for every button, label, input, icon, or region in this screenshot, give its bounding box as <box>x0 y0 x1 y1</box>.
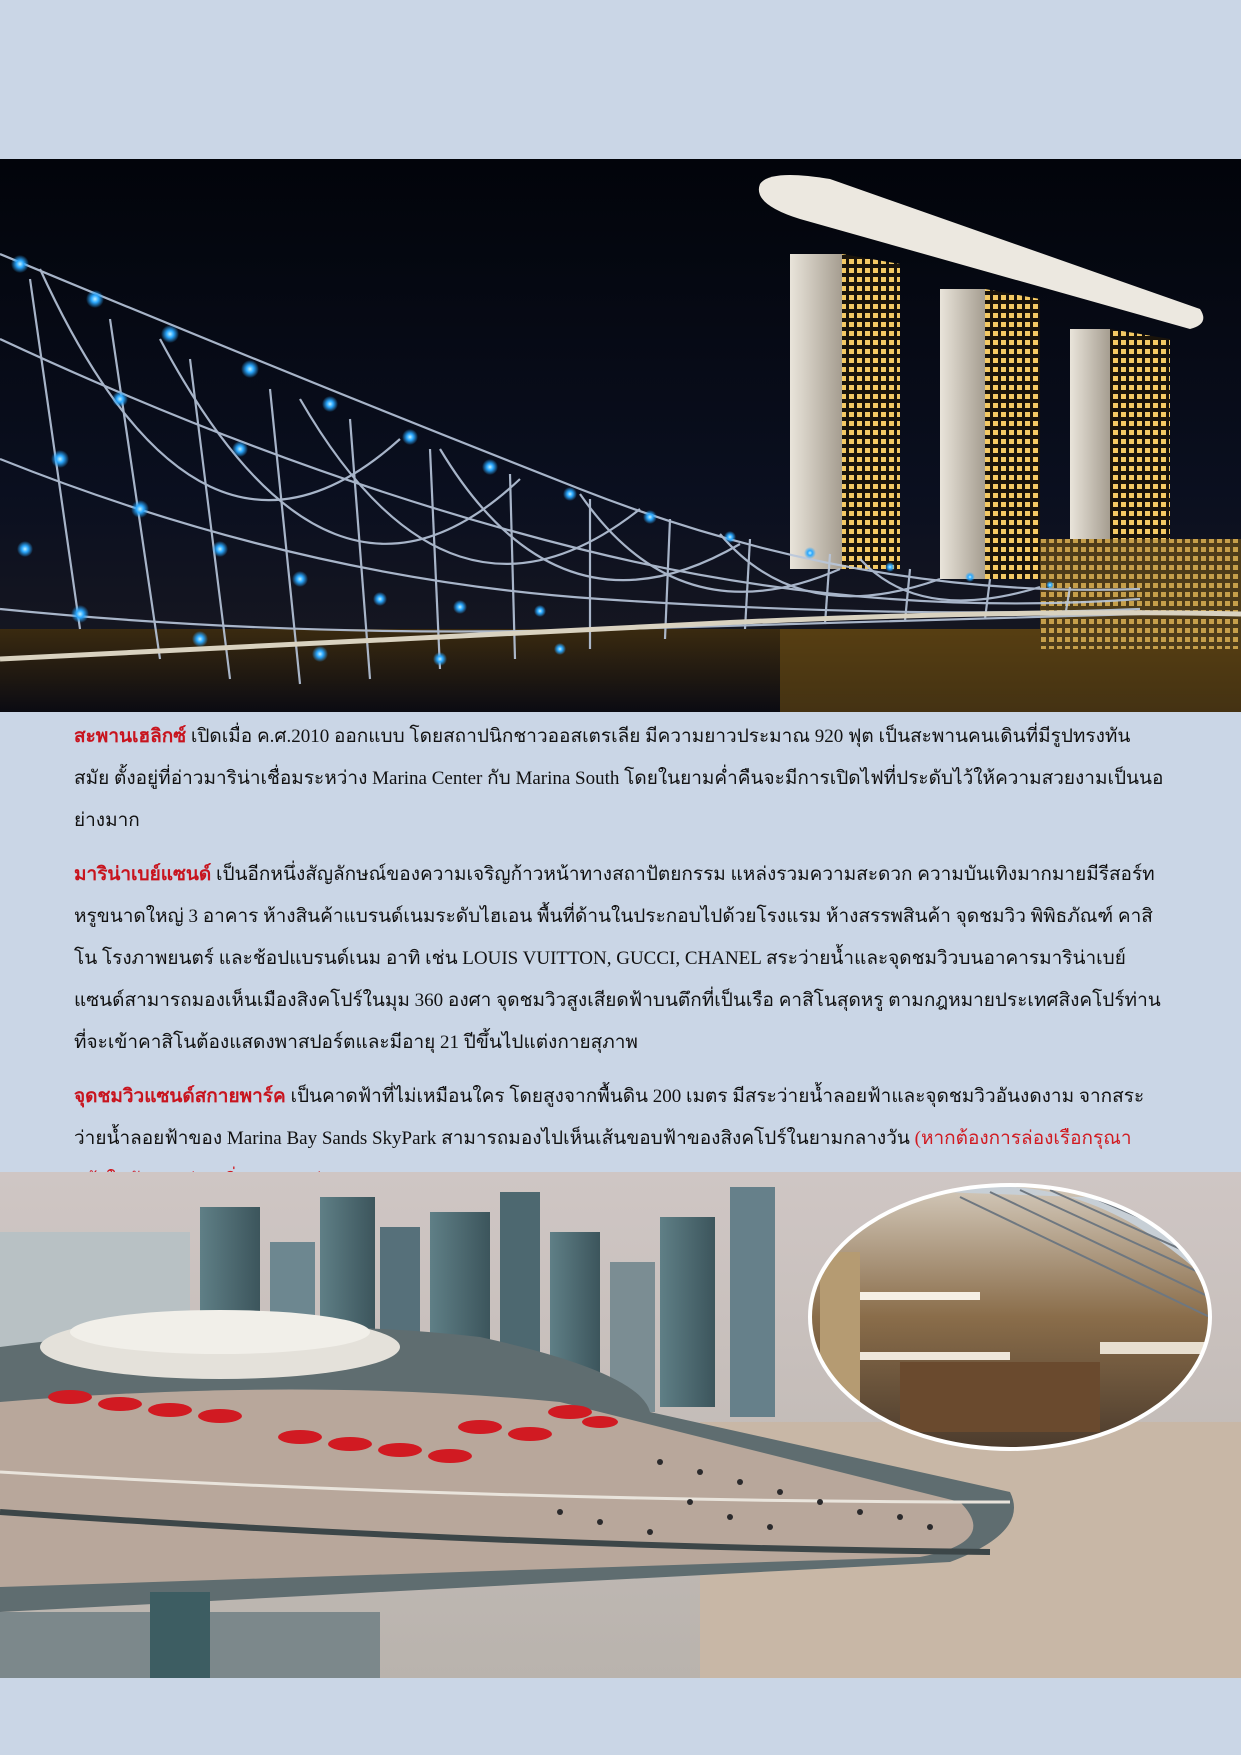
marina-bay-sands-description: เป็นอีกหนึ่งสัญลักษณ์ของความเจริญก้าวหน้าทางสถาปัตยกรรม แหล่งรวมความสะดวก ความบันเทิงมากมายมีรีสอร์ทหรูขนาดใหญ่ 3 อาคาร ห้างสินค้าแบรนด์เนมระดับไฮเอน พื้นที่ด้านในประกอบไปด้วยโรงแรม ห้างสรรพสินค้า จุดชมวิว พิพิธภัณฑ์ คาสิโน โรงภาพยนตร์ และช้อปแบรนด์เนม อาทิ เช่น LOUIS VUITTON, GUCCI, CHANEL สระว่ายน้ำและจุดชมวิวบนอาคารมาริน่าเบย์แซนด์สามารถมองเห็นเมืองสิงคโปร์ในมุม 360 องศา จุดชมวิวสูงเสียดฟ้าบนตึกที่เป็นเรือ คาสิโนสุดหรู ตามกฎหมายประเทศสิงคโปร์ท่านที่จะเข้าคาสิโนต้องแสดงพาสปอร์ตและมีอายุ 21 ปีขึ้นไปแต่งกายสุภาพ <box>74 864 1161 1053</box>
helix-bridge-description: เปิดเมื่อ ค.ศ.2010 ออกแบบ โดยสถาปนิกชาวออสเตรเลีย มีความยาวประมาณ 920 ฟุต เป็นสะพานคนเดินที่มีรูปทรงทันสมัย ตั้งอยู่ที่อ่าวมาริน่าเชื่อมระหว่าง Marina Center กับ Marina South โดยในยามค่ำคืนจะมีการเปิดไฟที่ประดับไว้ให้ความสวยงามเป็นนอย่างมาก <box>74 726 1164 831</box>
skypark-description: เป็นคาดฟ้าที่ไม่เหมือนใคร โดยสูงจากพื้นดิน 200 เมตร มีสระว่ายน้ำลอยฟ้าและจุดชมวิวอันงดงาม จากสระว่ายน้ำลอยฟ้าของ Marina Bay Sands SkyPark สามารถมองไปเห็นเส้นขอบฟ้าของสิงคโปร์ในยามกลางวัน <box>74 1086 1145 1149</box>
marina-bay-sands-paragraph <box>74 854 1164 1064</box>
skypark-title: จุดชมวิวแซนด์สกายพาร์ค <box>74 1086 286 1107</box>
attraction-descriptions <box>74 716 1164 1214</box>
helix-bridge-paragraph <box>74 716 1164 842</box>
helix-bridge-night-image <box>0 159 1241 712</box>
skypark-photo <box>0 1172 1241 1678</box>
boat-cruise-note: (หากต้องการล่องเรือกรุณา <box>914 1128 1132 1149</box>
helix-bridge-photo <box>0 159 1241 712</box>
helix-bridge-title: สะพานเฮลิกซ์ <box>74 726 187 747</box>
skypark-observation-deck-image <box>0 1172 1241 1678</box>
marina-bay-sands-title: มาริน่าเบย์แซนด์ <box>74 864 212 885</box>
